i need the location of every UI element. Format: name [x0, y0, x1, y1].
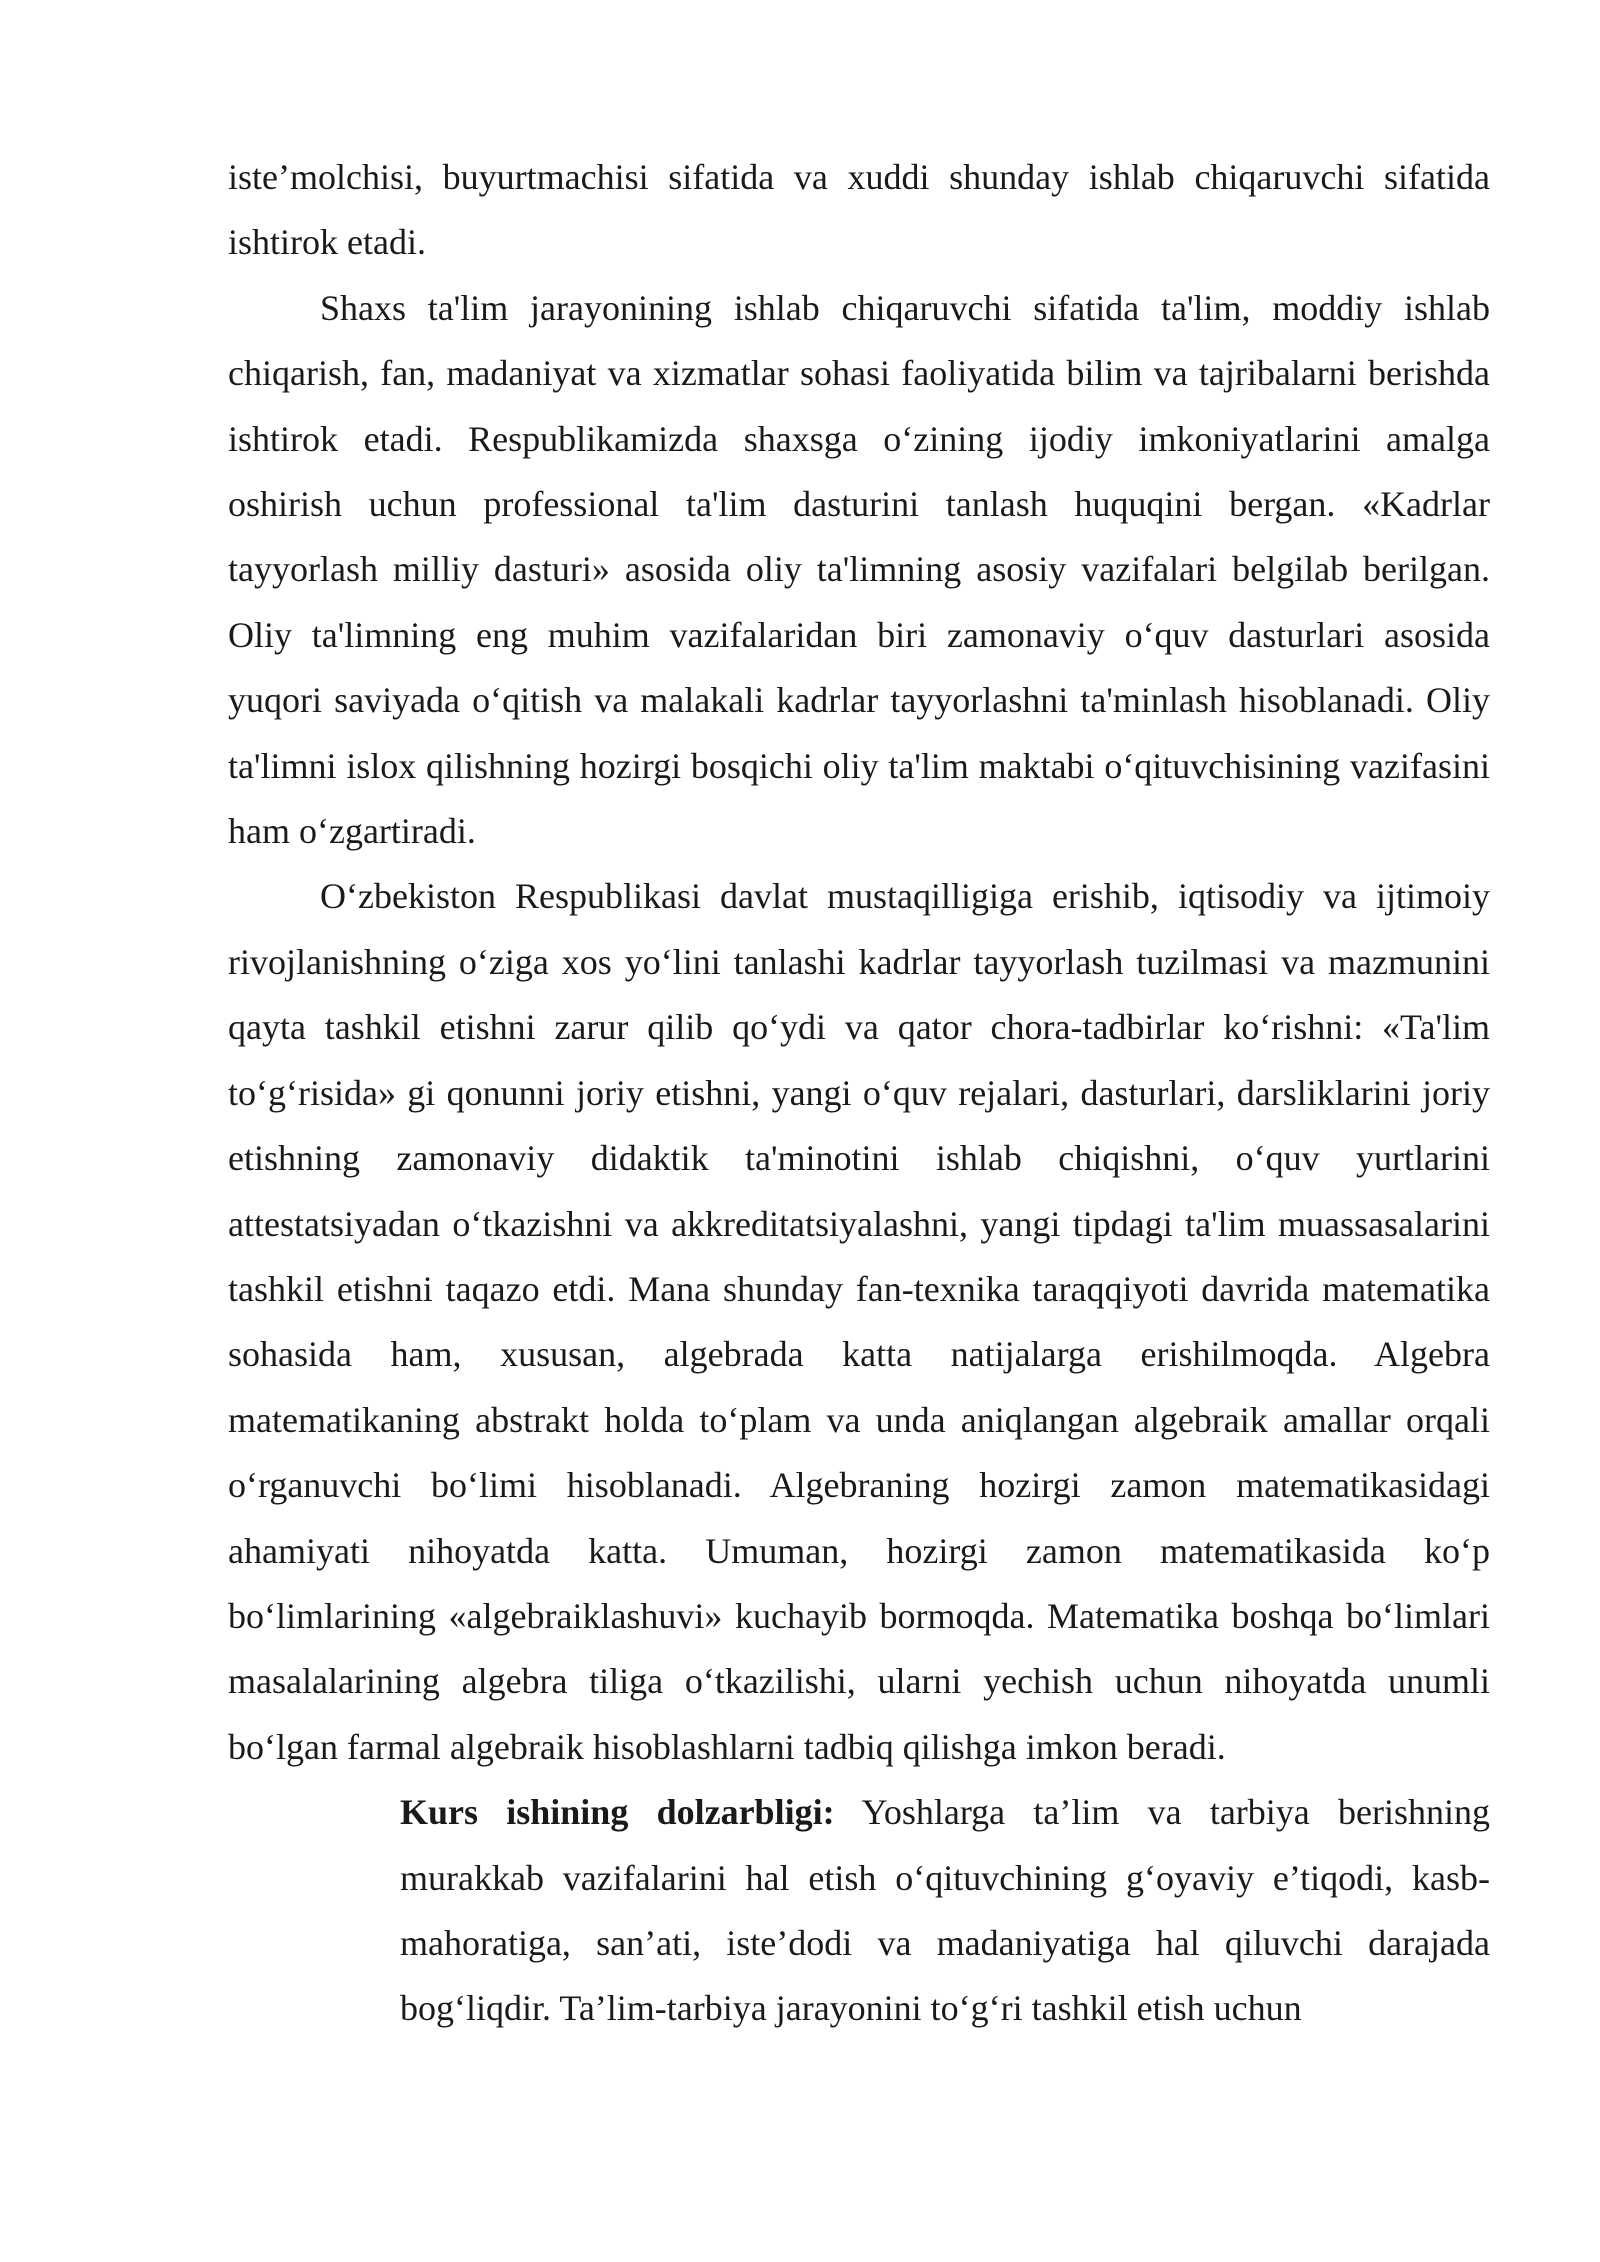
paragraph-education-role: Shaxs ta'lim jarayonining ishlab chiqaruvchi sifatida ta'lim, moddiy ishlab chiqarish, fan, madaniyat va xizmatlar sohasi faoliyatida bilim va tajribalarni berishda ishtirok etadi. Respublikamizda shaxsga o‘zining ijodiy imkoniyatlarini amalga oshirish uchun professional ta'lim dasturini tanlash huquqini bergan. «Kadrlar tayyorlash milliy dasturi» asosida oliy ta'limning asosiy vazifalari belgilab berilgan. Oliy ta'limning eng muhim vazifalaridan biri zamonaviy o‘quv dasturlari asosida yuqori saviyada o‘qitish va malakali kadrlar tayyorlashni ta'minlash hisoblanadi. Oliy ta'limni islox qilishning hozirgi bosqichi oliy ta'lim maktabi o‘qituvchisining vazifasini ham o‘zgartiradi.: [228, 287, 1490, 852]
relevance-heading: Kurs ishining dolzarbligi:: [400, 1792, 835, 1833]
paragraph-uzbekistan-reforms: O‘zbekiston Respublikasi davlat mustaqilligiga erishib, iqtisodiy va ijtimoiy rivojlanishning o‘ziga xos yo‘lini tanlashi kadrlar tayyorlash tuzilmasi va mazmunini qayta tashkil etishni zarur qilib qo‘ydi va qator chora-tadbirlar ko‘rishni: «Ta'lim to‘g‘risida» gi qonunni joriy etishni, yangi o‘quv rejalari, dasturlari, darsliklarini joriy etishning zamonaviy didaktik ta'minotini ishlab chiqishni, o‘quv yurtlarini attestatsiyadan o‘tkazishni va akkreditatsiyalashni, yangi tipdagi ta'lim muassasalarini tashkil etishni taqazo etdi. Mana shunday fan-texnika taraqqiyoti davrida matematika sohasida ham, xususan, algebrada katta natijalarga erishilmoqda. Algebra matematikaning abstrakt holda to‘plam va unda aniqlangan algebraik amallar orqali o‘rganuvchi bo‘limi hisoblanadi. Algebraning hozirgi zamon matematikasidagi ahamiyati nihoyatda katta. Umuman, hozirgi zamon matematikasida ko‘p bo‘limlarining «algebraiklashuvi» kuchayib bormoqda. Matematika boshqa bo‘limlari masalalarining algebra tiliga o‘tkazilishi, ularni yechish uchun nihoyatda unumli bo‘lgan farmal algebraik hisoblashlarni tadbiq qilishga imkon beradi.: [228, 876, 1490, 1767]
document-body: [228, 145, 1490, 2042]
paragraph-relevance: [400, 1780, 1490, 2042]
relevance-text: Yoshlarga ta’lim va tarbiya berishning murakkab vazifalarini hal etish o‘qituvchining g‘oyaviy e’tiqodi, kasb-mahoratiga, san’ati, iste’dodi va madaniyatiga hal qiluvchi darajada bog‘liqdir. Ta’lim-tarbiya jarayonini to‘g‘ri tashkil etish uchun: [400, 1792, 1490, 2029]
paragraph-continuation: iste’molchisi, buyurtmachisi sifatida va xuddi shunday ishlab chiqaruvchi sifatida ishtirok etadi.: [228, 157, 1490, 263]
